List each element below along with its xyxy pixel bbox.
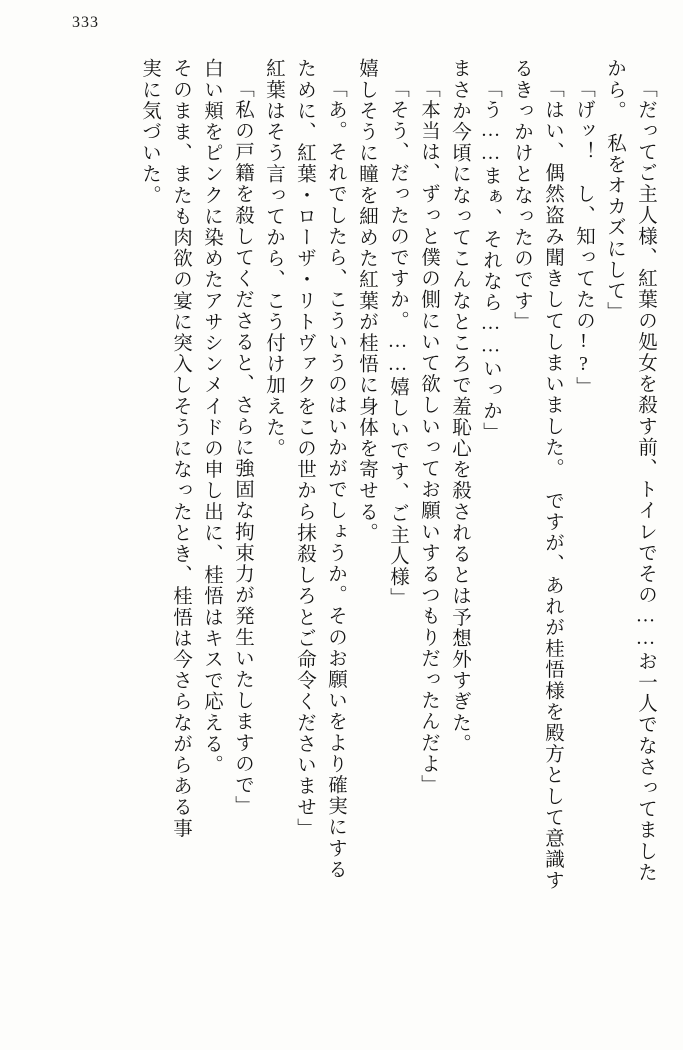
text-line: 白い頬をピンクに染めたアサシンメイドの申し出に、桂悟はキスで応える。 <box>201 58 222 776</box>
text-line: 実に気づいた。 <box>139 58 160 206</box>
text-line: 「だってご主人様、紅葉の処女を殺す前、トイレでその……お一人でなさってました <box>635 78 656 883</box>
text-line: 「う……まぁ、それなら……いっか」 <box>480 78 501 443</box>
text-line: まさか今頃になってこんなところで羞恥心を殺されるとは予想外すぎた。 <box>449 58 470 755</box>
text-line: るきっかけとなったのです」 <box>511 58 532 333</box>
text-line: 「そう、だったのですか。……嬉しいです、ご主人様」 <box>387 78 408 609</box>
page-number: 333 <box>72 14 99 31</box>
page-text-body <box>40 58 655 1032</box>
text-line: 「私の戸籍を殺してくださると、さらに強固な拘束力が発生いたしますので」 <box>232 78 253 817</box>
text-line: ために、紅葉・ローザ・リトヴァクをこの世から抹殺しろとご命令くださいませ」 <box>294 58 315 839</box>
text-line: 「げッ！ し、知ってたの!?」 <box>573 78 594 398</box>
text-line: 「本当は、ずっと僕の側にいて欲しいってお願いするつもりだったんだよ」 <box>418 78 439 796</box>
text-line: そのまま、またも肉欲の宴に突入しそうになったとき、桂悟は今さらながらある事 <box>170 58 191 839</box>
text-line: 「あ。それでしたら、こういうのはいかがでしょうか。そのお願いをより確実にする <box>325 78 346 880</box>
text-line: 「はい、偶然盗み聞きしてしまいました。 ですが、あれが桂悟様を殿方として意識す <box>542 78 563 892</box>
text-line: 嬉しそうに瞳を細めた紅葉が桂悟に身体を寄せる。 <box>356 58 377 544</box>
text-line: 紅葉はそう言ってから、こう付け加えた。 <box>263 58 284 459</box>
text-line: から。 私をオカズにして」 <box>604 58 625 323</box>
